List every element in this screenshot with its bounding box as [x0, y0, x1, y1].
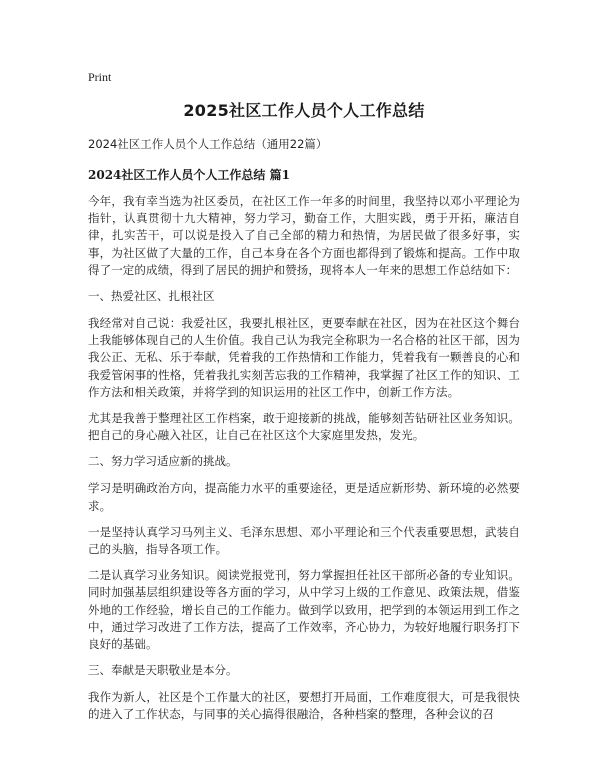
- paragraph-intro: 今年，我有幸当选为社区委员，在社区工作一年多的时间里，我坚持以邓小平理论为指针，认真贯彻十九大精神，努力学习，勤奋工作，大胆实践，勇于开拓，廉洁自律，扎实苦干，可以说是投入了自己全部的精力和热情，为居民做了很多好事，实事，为社区做了大量的工作，自己本身在各个方面也都得到了锻炼和提高。工作中取得了一定的成绩，得到了居民的拥护和赞扬，现将本人一年来的思想工作总结如下：: [88, 194, 520, 277]
- document-title: 2025社区工作人员个人工作总结: [183, 101, 425, 120]
- document-page: [88, 70, 520, 733]
- heading-love-community: 一、热爱社区、扎根社区: [88, 289, 215, 304]
- paragraph-study: 学习是明确政治方向，提高能力水平的重要途径，更是适应新形势、新环境的必然要求。: [88, 481, 520, 513]
- paragraph-archives: 尤其是我善于整理社区工作档案，敢于迎接新的挑战，能够刻苦钻研社区业务知识。把自己的身心融入社区，让自己在社区这个大家庭里发热，发光。: [88, 411, 520, 443]
- paragraph-love-community: 我经常对自己说：我爱社区，我要扎根社区，更要奉献在社区，因为在社区这个舞台上我能够体现自己的人生价值。我自己认为我完全称职为一名合格的社区干部，因为我公正、无私、乐于奉献，凭着我的工作热情和工作能力，凭着我有一颗善良的心和我爱管闲事的性格，凭着我扎实刻苦忘我的工作精神，我掌握了社区工作的知识、工作方法和相关政策，并将学到的知识运用的社区工作中，创新工作方法。: [88, 316, 520, 399]
- paragraph-theory: 一是坚持认真学习马列主义、毛泽东思想、邓小平理论和三个代表重要思想，武装自己的头脑，指导各项工作。: [88, 524, 520, 557]
- heading-dedication: 三、奉献是天职敬业是本分。: [88, 663, 238, 678]
- document-subtitle: 2024社区工作人员个人工作总结（通用22篇）: [88, 137, 328, 151]
- heading-study: 二、努力学习适应新的挑战。: [88, 454, 238, 469]
- paragraph-business: 二是认真学习业务知识。阅读党报党刊，努力掌握担任社区干部所必备的专业知识。同时加强基层组织建设等各方面的学习，从中学习上级的工作意见、政策法规，借鉴外地的工作经验，增长自己的工作能力。做到学以致用，把学到的本领运用到工作之中，通过学习改进了工作方法，提高了工作效率，齐心协力，为较好地履行职务打下良好的基础。: [88, 568, 520, 652]
- print-link[interactable]: Print: [88, 70, 112, 84]
- paragraph-newcomer: 我作为新人，社区是个工作量大的社区，要想打开局面，工作难度很大，可是我很快的进入了工作状态，与同事的关心搞得很融洽，各种档案的整理，各种会议的召: [88, 690, 520, 722]
- section-title: 2024社区工作人员个人工作总结 篇1: [88, 168, 290, 182]
